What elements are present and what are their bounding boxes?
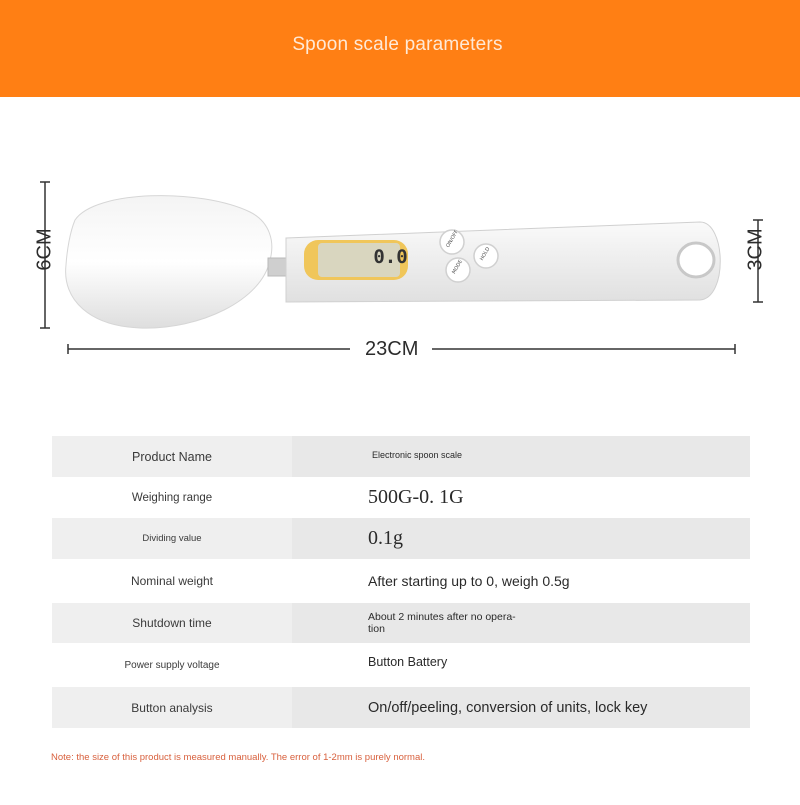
handle-height-label: 3CM (744, 228, 767, 271)
spec-label: Product Name (52, 436, 292, 477)
spec-label: Dividing value (52, 518, 292, 559)
hanging-hole (678, 243, 714, 277)
spec-row-button-analysis (52, 687, 750, 728)
length-label: 23CM (365, 338, 419, 360)
spec-label: Power supply voltage (124, 659, 220, 671)
spec-label: Button analysis (52, 687, 292, 728)
height-label: 6CM (33, 228, 56, 271)
hold-button-label: HOLD (478, 246, 492, 262)
spec-table (52, 436, 750, 728)
header-banner (0, 0, 800, 97)
spec-label: Nominal weight (130, 574, 214, 588)
spec-row-product-name (52, 436, 750, 477)
mode-button-label: MODE (451, 258, 465, 276)
product-illustration (0, 160, 800, 370)
spec-row-shutdown-time (52, 603, 750, 643)
spoon-bowl (66, 196, 272, 329)
spec-label: Weighing range (131, 491, 213, 504)
spec-label: Shutdown time (52, 603, 292, 643)
spec-value: 0.1g (368, 527, 403, 549)
spec-row-nominal-weight (52, 559, 750, 603)
spec-value: About 2 minutes after no opera- tion (368, 611, 516, 635)
measurement-note: Note: the size of this product is measured manually. The error of 1-2mm is purely normal. (51, 752, 425, 763)
lcd-reading: 0.0 (373, 246, 408, 268)
spec-row-dividing-value (52, 518, 750, 559)
spec-value: Button Battery (368, 655, 448, 669)
spec-value: Electronic spoon scale (372, 450, 463, 460)
spec-row-power-supply (52, 643, 750, 687)
spec-row-weighing-range (52, 477, 750, 518)
spec-value: 500G-0. 1G (368, 486, 464, 508)
spec-value: After starting up to 0, weigh 0.5g (368, 573, 570, 589)
page-title: Spoon scale parameters (292, 34, 503, 55)
power-button-label: ON/OFF (445, 229, 460, 249)
spec-value: On/off/peeling, conversion of units, lock key (368, 699, 648, 716)
